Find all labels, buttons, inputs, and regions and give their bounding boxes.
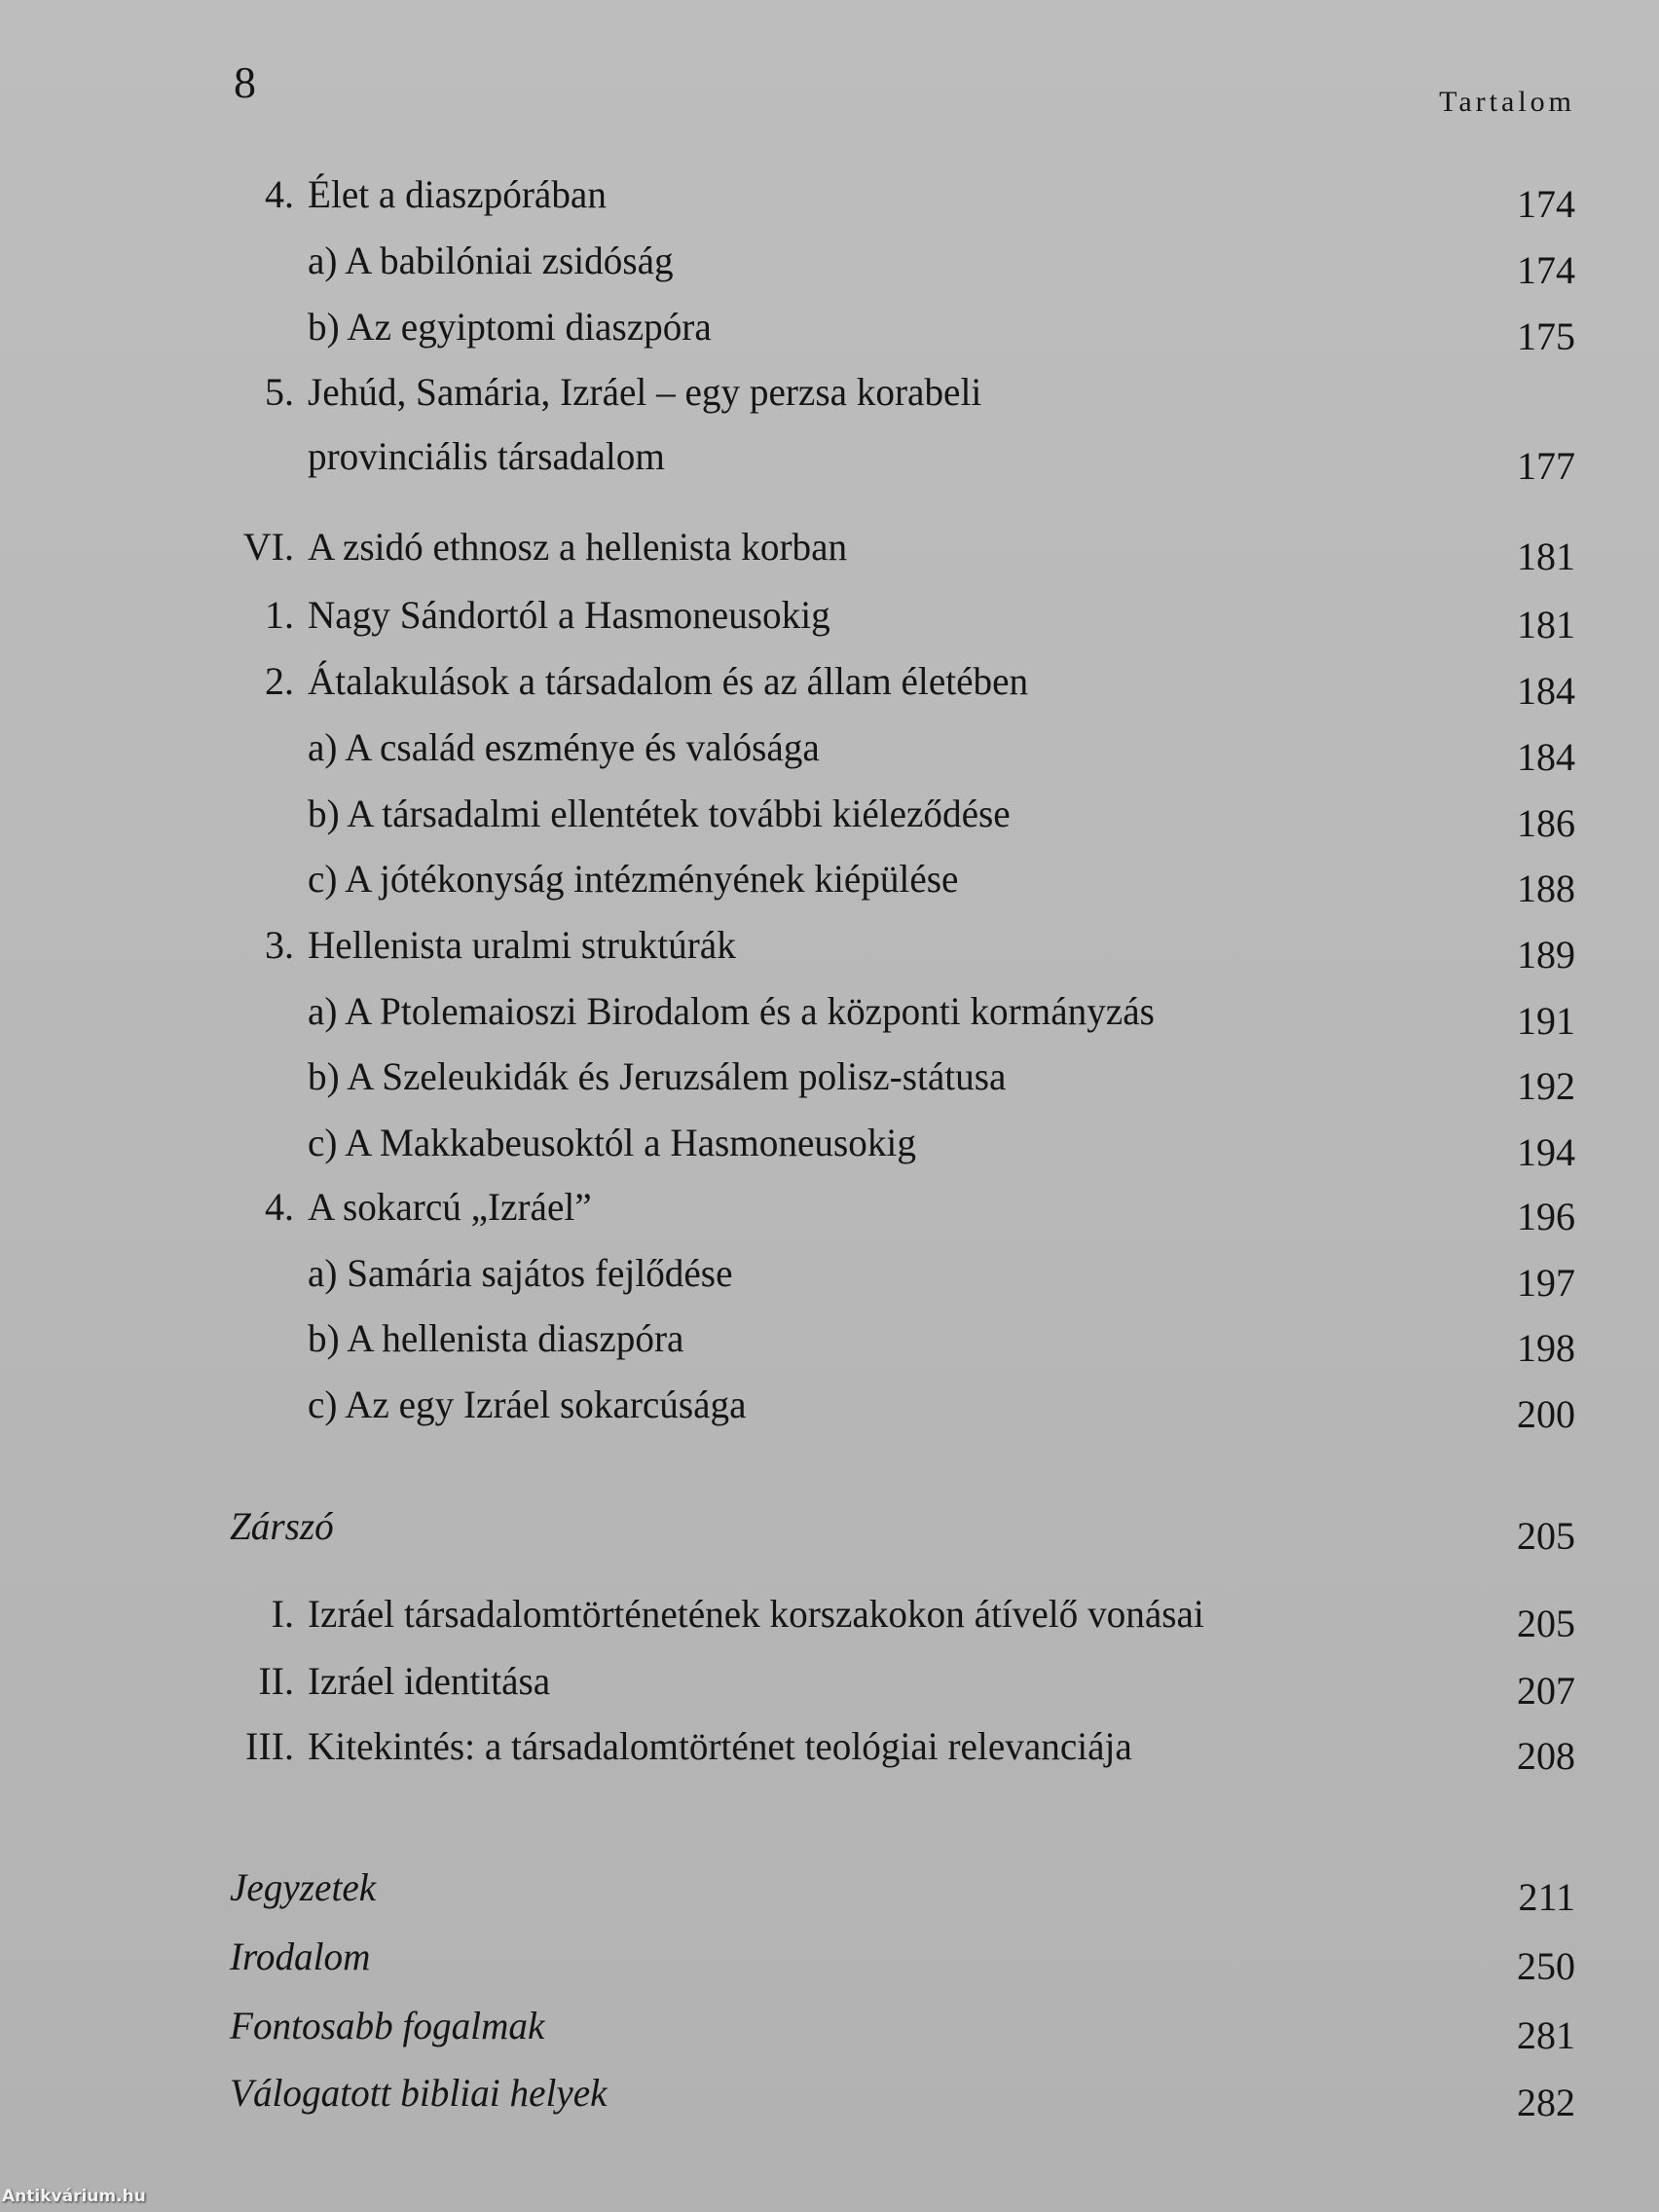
entry-number: 4. — [265, 172, 294, 216]
toc-entry — [0, 1376, 1659, 1434]
running-head: Tartalom — [1439, 86, 1575, 118]
entry-title: Fontosabb fogalmak — [230, 2004, 545, 2047]
entry-title: Kitekintés: a társadalomtörténet teológiai relevanciája — [308, 1724, 1132, 1768]
toc-entry — [0, 1859, 1659, 1917]
entry-title: a) A Ptolemaioszi Birodalom és a központi kormányzás — [308, 989, 1155, 1033]
entry-title: b) A hellenista diaszpóra — [308, 1316, 684, 1360]
toc-entry — [0, 232, 1659, 290]
entry-page: 174 — [1517, 182, 1575, 226]
entry-page: 250 — [1517, 1944, 1575, 1988]
toc-entry — [0, 2064, 1659, 2122]
entry-title: Izráel társadalomtörténetének korszakokon átívelő vonásai — [308, 1592, 1204, 1636]
entry-page: 196 — [1517, 1195, 1575, 1238]
entry-title: Válogatott bibliai helyek — [230, 2071, 608, 2115]
entry-page: 282 — [1517, 2081, 1575, 2124]
entry-page: 174 — [1517, 248, 1575, 292]
toc-entry — [0, 1717, 1659, 1776]
entry-page: 207 — [1517, 1669, 1575, 1713]
entry-number: I. — [271, 1592, 294, 1636]
entry-number: VI. — [242, 525, 294, 569]
entry-title: Átalakulások a társadalom és az állam életében — [308, 659, 1029, 703]
entry-number: 3. — [265, 923, 294, 967]
entry-page: 205 — [1517, 1514, 1575, 1558]
toc-entry — [0, 719, 1659, 777]
entry-number: 2. — [265, 659, 294, 703]
entry-page: 197 — [1517, 1261, 1575, 1305]
toc-entry — [0, 427, 1659, 486]
page-number: 8 — [234, 57, 256, 107]
toc-entry — [0, 1309, 1659, 1368]
entry-page: 188 — [1517, 866, 1575, 910]
toc-entry — [0, 1497, 1659, 1556]
entry-title: c) Az egy Izráel sokarcúsága — [308, 1382, 747, 1426]
entry-page: 191 — [1517, 999, 1575, 1043]
toc-entry — [0, 916, 1659, 975]
toc-entry — [0, 785, 1659, 843]
toc-entry — [0, 1928, 1659, 1986]
toc-entry — [0, 518, 1659, 576]
entry-page: 194 — [1517, 1130, 1575, 1174]
toc-entry — [0, 1585, 1659, 1643]
toc-entry — [0, 1997, 1659, 2055]
entry-title: a) A család eszménye és valósága — [308, 725, 820, 769]
entry-title: Jegyzetek — [230, 1865, 377, 1909]
entry-title: Zárszó — [230, 1504, 334, 1548]
entry-page: 181 — [1517, 535, 1575, 578]
entry-title: A zsidó ethnosz a hellenista korban — [308, 525, 848, 569]
toc-entry — [0, 1178, 1659, 1236]
entry-title: Élet a diaszpórában — [308, 172, 607, 216]
toc-entry — [0, 298, 1659, 356]
toc-entry — [0, 850, 1659, 908]
toc-entry — [0, 586, 1659, 645]
entry-page: 186 — [1517, 801, 1575, 845]
entry-title: Izráel identitása — [308, 1659, 551, 1703]
entry-title: Jehúd, Samária, Izráel – egy perzsa korabeli — [308, 370, 982, 414]
entry-title: provinciális társadalom — [308, 434, 665, 478]
entry-page: 200 — [1517, 1392, 1575, 1436]
toc-entry — [0, 1048, 1659, 1106]
watermark: Antikvárium.hu — [2, 2187, 146, 2206]
entry-title: c) A Makkabeusoktól a Hasmoneusokig — [308, 1121, 916, 1164]
entry-page: 192 — [1517, 1064, 1575, 1108]
entry-page: 198 — [1517, 1326, 1575, 1370]
entry-title: b) Az egyiptomi diaszpóra — [308, 305, 712, 349]
entry-page: 177 — [1517, 444, 1575, 488]
entry-number: 1. — [265, 593, 294, 637]
entry-page: 189 — [1517, 933, 1575, 977]
entry-title: a) Samária sajátos fejlődése — [308, 1251, 733, 1295]
entry-page: 175 — [1517, 314, 1575, 358]
entry-number: III. — [245, 1724, 294, 1768]
toc-entry — [0, 652, 1659, 711]
toc-entry — [0, 1652, 1659, 1711]
entry-page: 184 — [1517, 669, 1575, 713]
toc-entry — [0, 982, 1659, 1041]
toc-entry — [0, 363, 1659, 422]
entry-page: 211 — [1518, 1875, 1575, 1919]
entry-number: 4. — [265, 1185, 294, 1229]
entry-number: II. — [258, 1659, 294, 1703]
entry-number: 5. — [265, 370, 294, 414]
entry-page: 184 — [1517, 735, 1575, 779]
toc-entry — [0, 1114, 1659, 1172]
entry-title: a) A babilóniai zsidóság — [308, 239, 674, 282]
entry-page: 181 — [1517, 603, 1575, 646]
toc-entry — [0, 1244, 1659, 1303]
entry-page: 205 — [1517, 1602, 1575, 1645]
toc-entry — [0, 166, 1659, 224]
entry-title: Nagy Sándortól a Hasmoneusokig — [308, 593, 830, 637]
entry-title: c) A jótékonyság intézményének kiépülése — [308, 857, 959, 901]
entry-title: Hellenista uralmi struktúrák — [308, 923, 736, 967]
entry-page: 281 — [1517, 2013, 1575, 2057]
entry-title: Irodalom — [230, 1935, 371, 1978]
entry-page: 208 — [1517, 1734, 1575, 1778]
entry-title: A sokarcú „Izráel” — [308, 1185, 592, 1229]
entry-title: b) A társadalmi ellentétek további kiéleződése — [308, 792, 1011, 835]
entry-title: b) A Szeleukidák és Jeruzsálem polisz-státusa — [308, 1054, 1007, 1098]
